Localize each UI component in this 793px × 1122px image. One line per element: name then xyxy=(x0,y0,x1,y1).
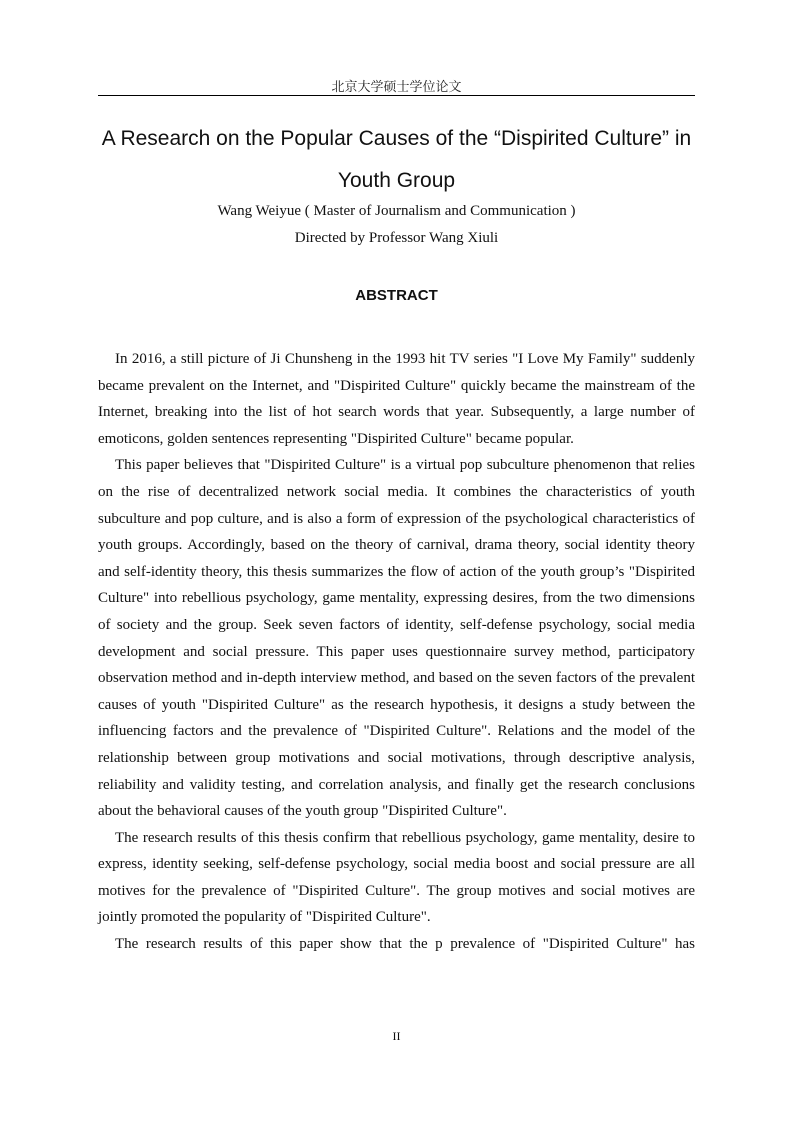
abstract-heading: ABSTRACT xyxy=(355,287,438,304)
paper-title-line-1: A Research on the Popular Causes of the “Dispirited Culture” in xyxy=(101,127,692,150)
author-line: Wang Weiyue ( Master of Journalism and Communication ) xyxy=(217,203,576,219)
abstract-body xyxy=(98,346,695,958)
abstract-paragraph: In 2016, a still picture of Ji Chunsheng in the 1993 hit TV series "I Love My Family" suddenly became prevalent on the Internet, and "Dispirited Culture" quickly became the mainstream of the Internet, breaking into the list of hot search words that year. Subsequently, a large number of emoticons, golden sentences representing "Dispirited Culture" became popular. xyxy=(98,351,695,447)
advisor-line: Directed by Professor Wang Xiuli xyxy=(294,230,499,246)
page-number: II xyxy=(392,1029,401,1043)
abstract-paragraph: The research results of this thesis confirm that rebellious psychology, game mentality, desire to express, identity seeking, self-defense psychology, social media boost and social pressure are all motives for the prevalence of "Dispirited Culture". The group motives and social motives are jointly promoted the popularity of "Dispirited Culture". xyxy=(98,829,695,926)
abstract-paragraph: The research results of this paper show that the p prevalence of "Dispirited Culture" has xyxy=(115,936,695,953)
header-rule xyxy=(98,95,695,96)
abstract-paragraph: This paper believes that "Dispirited Culture" is a virtual pop subculture phenomenon that relies on the rise of decentralized network social media. It combines the characteristics of youth subculture and pop culture, and is also a form of expression of the psychological characteristics of youth groups. Accordingly, based on the theory of carnival, drama theory, social identity theory and self-identity theory, this thesis summarizes the flow of action of the youth group’s "Dispirited Culture" into rebellious psychology, game mentality, expressing desires, from the two dimensions of society and the group. Seek seven factors of identity, self-defense psychology, social media development and social pressure. This paper uses questionnaire survey method, participatory observation method and in-depth interview method, and based on the seven factors of the prevalent causes of youth "Dispirited Culture" as the research hypothesis, it designs a study between the influencing factors and the prevalence of "Dispirited Culture". Relations and the model of the relationship between group motivations and social motivations, through descriptive analysis, reliability and validity testing, and correlation analysis, and finally get the research conclusions about the behavioral causes of the youth group "Dispirited Culture". xyxy=(98,457,695,820)
paper-title xyxy=(98,118,695,202)
paper-title-line-2: Youth Group xyxy=(337,169,456,192)
running-header: 北京大学硕士学位论文 xyxy=(331,80,462,95)
